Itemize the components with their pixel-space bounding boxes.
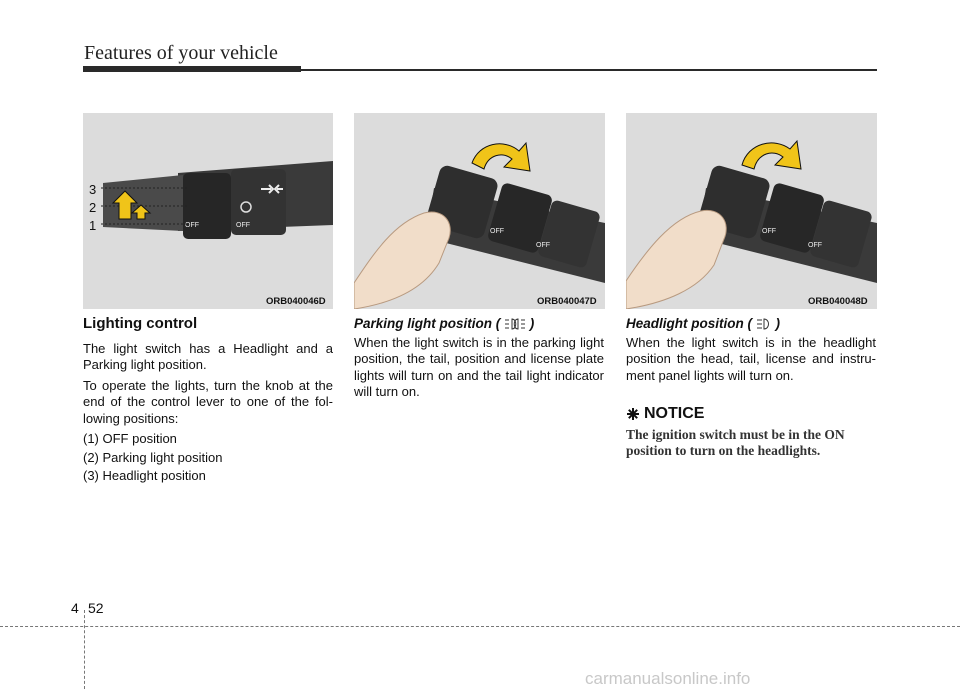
footer-rule: [0, 626, 960, 627]
position-label-2: 2: [89, 200, 97, 215]
column-left: [83, 316, 333, 487]
rotate-arrow: [742, 141, 801, 169]
notice-heading: [626, 406, 876, 423]
headlight-icon: [756, 317, 772, 331]
figure-code: ORB040046D: [266, 296, 326, 307]
notice-body: The ignition switch must be in the ON position to turn on the headlights.: [626, 426, 845, 458]
header-title: Features of your vehicle: [84, 42, 278, 64]
paragraph: When the light switch is in the parking light position, the tail, position and license plate lights will turn on and the tail light indicator will turn on.: [354, 334, 604, 399]
figure-parking-position: [354, 113, 605, 309]
svg-text:OFF: OFF: [536, 242, 550, 249]
figure-lever-positions: [83, 113, 333, 309]
header-rule-thick: [83, 66, 301, 72]
position-list: [83, 431, 333, 485]
hand-illustration: [626, 210, 726, 309]
watermark: carmanualsonline.info: [585, 669, 751, 688]
paragraph: The light switch has a Headlight and a Parking light position.: [83, 340, 333, 372]
paragraph: To operate the lights, turn the knob at the end of the control lever to one of the fol-lowing positions:: [83, 377, 333, 426]
position-label-3: 3: [89, 182, 97, 197]
list-item: (1) OFF position: [83, 431, 177, 446]
chapter-number: 4: [71, 600, 79, 616]
heading-text: Headlight position (: [626, 316, 752, 331]
heading-text: ): [529, 316, 535, 331]
asterisk-icon: [626, 407, 640, 421]
section-heading: [626, 316, 876, 333]
svg-text:OFF: OFF: [762, 228, 776, 235]
list-item: (2) Parking light position: [83, 449, 223, 465]
svg-text:OFF: OFF: [490, 228, 504, 235]
paragraph: When the light switch is in the headlight position the head, tail, license and instru-ment panel lights will turn on.: [626, 334, 876, 383]
list-item: (3) Headlight position: [83, 468, 206, 483]
header-rule-thin: [301, 69, 877, 71]
column-middle: [354, 316, 604, 405]
hand-illustration: [354, 212, 450, 309]
figure-code: ORB040047D: [537, 296, 597, 307]
heading-text: ): [775, 316, 781, 331]
figure-headlight-position: [626, 113, 877, 309]
page-number: 52: [88, 600, 104, 616]
svg-text:OFF: OFF: [808, 242, 822, 249]
position-label-1: 1: [89, 218, 97, 233]
heading-text: Parking light position (: [354, 316, 501, 331]
notice-title: NOTICE: [644, 405, 705, 422]
figure-code: ORB040048D: [808, 296, 868, 307]
footer-divider: [84, 610, 85, 689]
svg-text:OFF: OFF: [236, 222, 250, 229]
svg-text:OFF: OFF: [185, 222, 199, 229]
section-heading: [354, 316, 604, 333]
control-lever-illustration: [425, 164, 605, 283]
parking-light-icon: [504, 317, 526, 331]
rotate-arrow: [472, 143, 530, 171]
control-lever-illustration: [103, 161, 333, 239]
section-heading: Lighting control: [83, 315, 198, 332]
column-right: [626, 316, 876, 459]
